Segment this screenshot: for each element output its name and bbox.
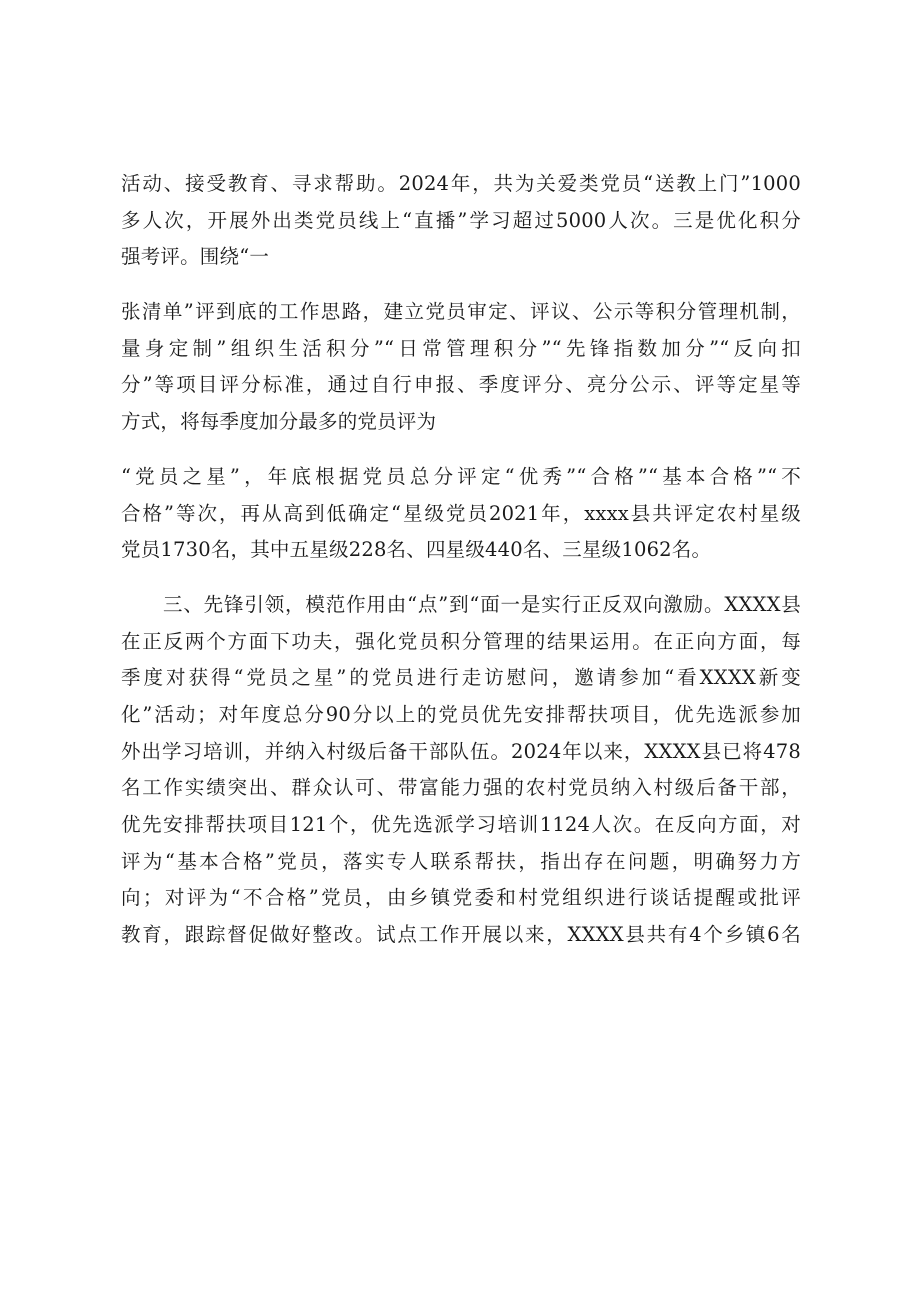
paragraph-line: 张清单”评到底的工作思路，建立党员审定、评议、公示等积分管理机制， <box>121 300 801 324</box>
paragraph-line: 名工作实绩突出、群众认可、带富能力强的农村党员纳入村级后备干部， <box>121 776 801 800</box>
paragraph-line: 优先安排帮扶项目121个，优先选派学习培训1124人次。在反向方面，对 <box>121 813 801 836</box>
paragraph-line: 向；对评为“不合格”党员，由乡镇党委和村党组织进行谈话提醒或批评 <box>121 886 801 910</box>
body-text <box>121 166 801 954</box>
paragraph-line: 方式，将每季度加分最多的党员评为 <box>121 410 437 434</box>
line-gap <box>121 441 801 459</box>
paragraph-line: 分”等项目评分标准，通过自行申报、季度评分、亮分公示、评等定星等 <box>121 373 801 397</box>
paragraph-line: “党员之星”，年底根据党员总分评定“优秀”“合格”“基本合格”“不 <box>121 464 801 488</box>
paragraph-line: 季度对获得“党员之星”的党员进行走访慰问，邀请参加“看XXXX新变 <box>121 666 801 690</box>
paragraph-line: 合格”等次，再从高到低确定“星级党员2021年，xxxx县共评定农村星级 <box>121 501 801 525</box>
paragraph-line: 党员1730名，其中五星级228名、四星级440名、三星级1062名。 <box>121 538 712 562</box>
section-heading-line: 三、先锋引领，模范作用由“点”到“面一是实行正反双向激励。XXXX县 <box>163 592 801 616</box>
paragraph-line: 在正反两个方面下功夫，强化党员积分管理的结果运用。在正向方面，每 <box>121 629 801 653</box>
paragraph-line: 教育，跟踪督促做好整改。试点工作开展以来，XXXX县共有4个乡镇6名 <box>121 923 801 947</box>
paragraph-line: 化”活动；对年度总分90分以上的党员优先安排帮扶项目，优先选派参加 <box>121 702 801 726</box>
paragraph-line: 活动、接受教育、寻求帮助。2024年，共为关爱类党员“送教上门”1000 <box>121 172 801 195</box>
paragraph-line: 强考评。围绕“一 <box>121 245 270 269</box>
line-gap <box>121 276 801 294</box>
line-gap <box>121 569 801 587</box>
paragraph-line: 多人次，开展外出类党员线上“直播”学习超过5000人次。三是优化积分 <box>121 208 801 232</box>
paragraph-line: 外出学习培训，并纳入村级后备干部队伍。2024年以来，XXXX县已将478 <box>121 739 801 763</box>
paragraph-line: 量身定制”组织生活积分”“日常管理积分”“先锋指数加分”“反向扣 <box>121 336 801 360</box>
paragraph-line: 评为“基本合格”党员，落实专人联系帮扶，指出存在问题，明确努力方 <box>121 849 801 873</box>
